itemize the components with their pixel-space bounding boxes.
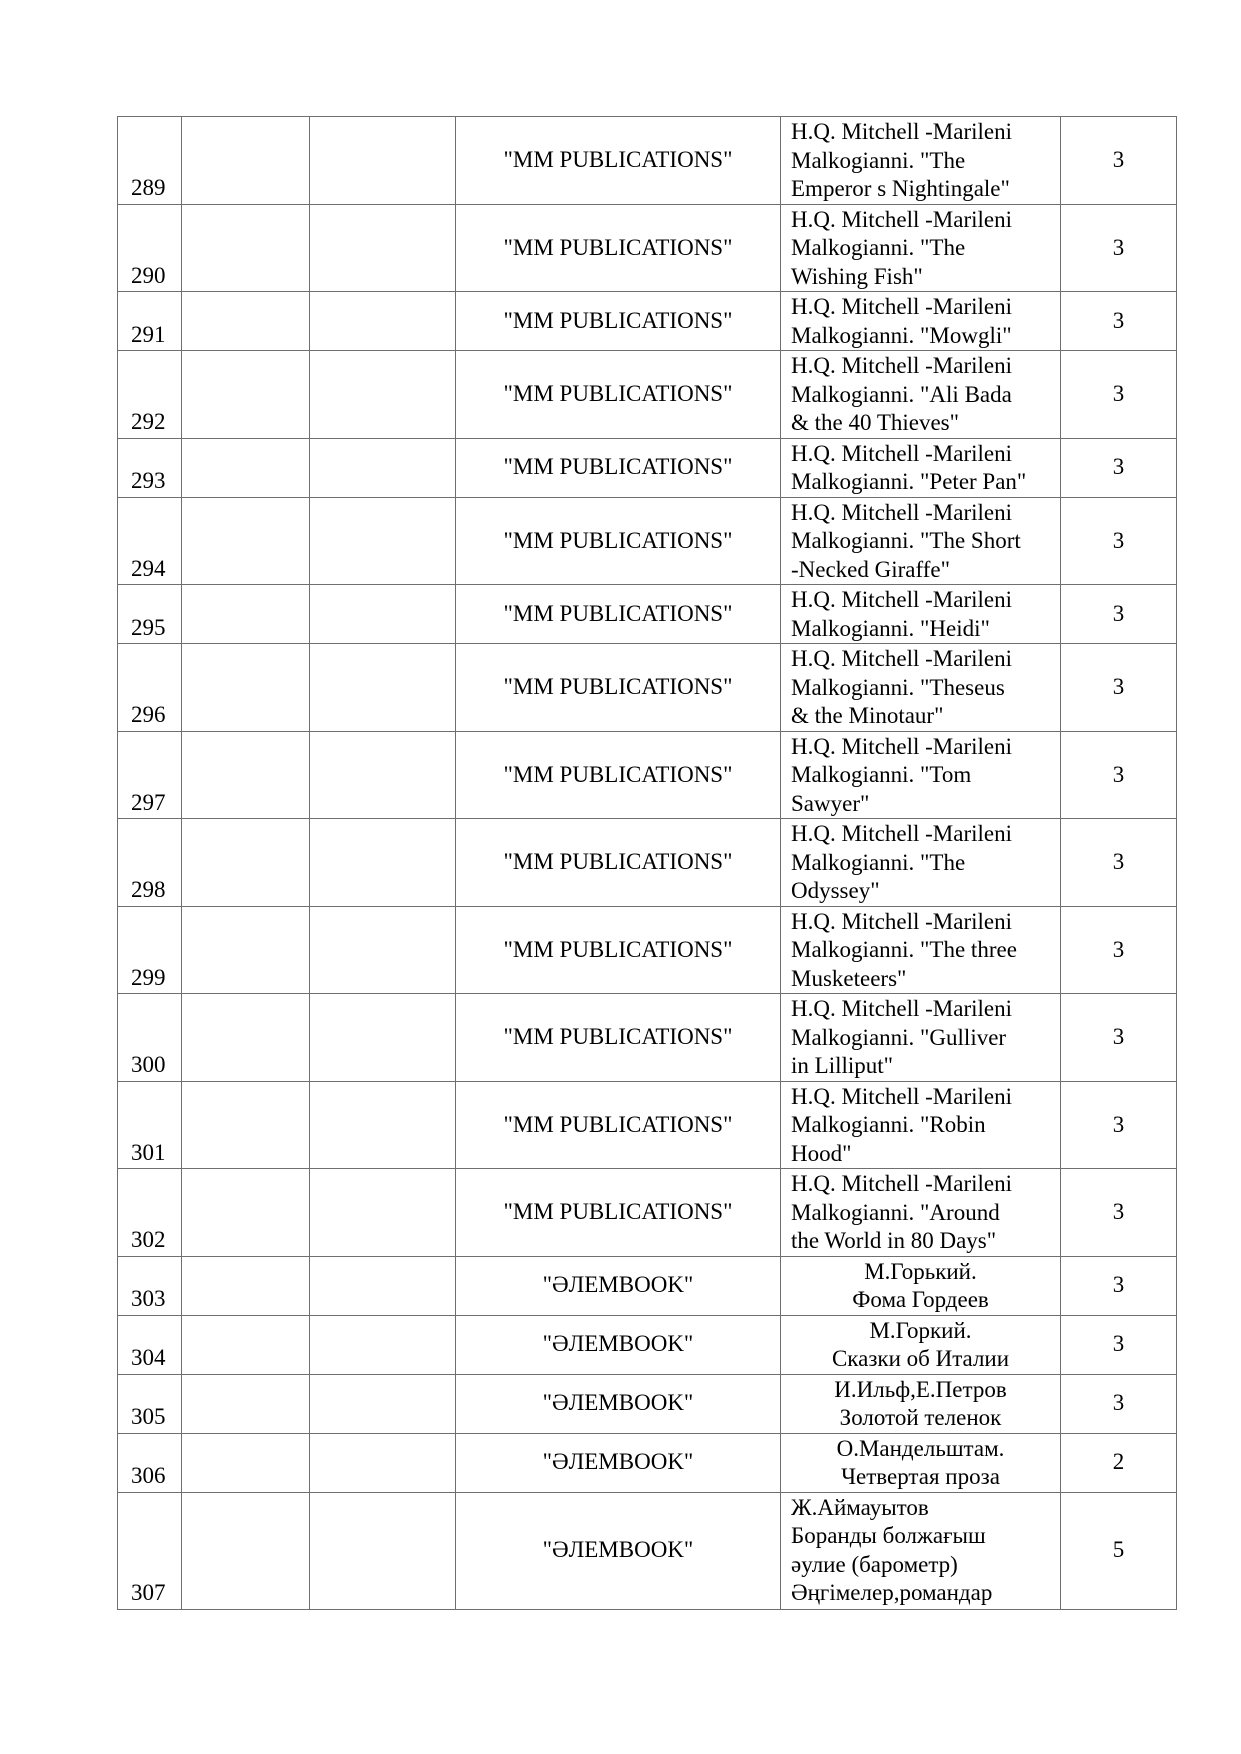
empty-cell: [182, 438, 310, 497]
title-cell: [781, 731, 1061, 819]
empty-cell: [310, 204, 456, 292]
title-line: Malkogianni. "Theseus: [791, 674, 1005, 700]
empty-cell: [310, 292, 456, 351]
row-number: 289: [118, 117, 182, 205]
table-row: [118, 1081, 1177, 1169]
row-number: 291: [118, 292, 182, 351]
empty-cell: [182, 906, 310, 994]
empty-cell: [310, 351, 456, 439]
title-line: H.Q. Mitchell -Marileni: [791, 996, 1013, 1021]
empty-cell: [182, 819, 310, 907]
title-line: Malkogianni. "Robin: [791, 1112, 986, 1137]
row-number: 305: [118, 1374, 182, 1433]
title-line: Malkogianni. "Ali Bada: [791, 381, 1012, 407]
quantity-cell: 2: [1061, 1433, 1177, 1492]
title-cell: [781, 438, 1061, 497]
publisher-cell: "ӘЛЕМBOOK": [456, 1256, 781, 1315]
empty-cell: [310, 1433, 456, 1492]
row-number: 296: [118, 644, 182, 732]
title-line: Sawyer": [791, 790, 870, 816]
title-cell: [781, 351, 1061, 439]
quantity-cell: 3: [1061, 819, 1177, 907]
quantity-cell: 3: [1061, 644, 1177, 732]
title-cell: [781, 1256, 1061, 1315]
title-line: Malkogianni. "Mowgli": [791, 322, 1012, 348]
title-line: Malkogianni. "Tom: [791, 762, 972, 787]
table-row: [118, 497, 1177, 585]
empty-cell: [182, 585, 310, 644]
title-line: H.Q. Mitchell -Marileni: [791, 587, 1013, 612]
table-row: [118, 1374, 1177, 1433]
row-number: 298: [118, 819, 182, 907]
empty-cell: [310, 585, 456, 644]
publisher-cell: "ӘЛЕМBOOK": [456, 1433, 781, 1492]
empty-cell: [182, 1315, 310, 1374]
empty-cell: [182, 994, 310, 1082]
title-cell: [781, 906, 1061, 994]
title-line: Четвертая проза: [841, 1464, 1000, 1489]
title-cell: [781, 585, 1061, 644]
title-cell: [781, 292, 1061, 351]
title-line: Malkogianni. "The three: [791, 937, 1017, 962]
empty-cell: [182, 644, 310, 732]
title-line: Musketeers": [791, 965, 907, 991]
empty-cell: [310, 1492, 456, 1609]
title-line: Hood": [791, 1140, 852, 1166]
title-cell: [781, 117, 1061, 205]
title-cell: [781, 819, 1061, 907]
row-number: 301: [118, 1081, 182, 1169]
publisher-cell: "MM PUBLICATIONS": [456, 585, 781, 644]
empty-cell: [310, 1315, 456, 1374]
empty-cell: [182, 1169, 310, 1257]
empty-cell: [182, 351, 310, 439]
publisher-cell: "MM PUBLICATIONS": [456, 731, 781, 819]
empty-cell: [182, 292, 310, 351]
title-cell: [781, 644, 1061, 732]
title-line: И.Ильф,Е.Петров: [834, 1376, 1007, 1402]
publisher-cell: "MM PUBLICATIONS": [456, 117, 781, 205]
row-number: 292: [118, 351, 182, 439]
title-cell: [781, 1081, 1061, 1169]
title-line: Әңгімелер,романдар: [791, 1580, 993, 1605]
table-row: [118, 204, 1177, 292]
empty-cell: [310, 1081, 456, 1169]
quantity-cell: 3: [1061, 497, 1177, 585]
quantity-cell: 3: [1061, 731, 1177, 819]
title-line: the World in 80 Days": [791, 1228, 997, 1253]
title-line: H.Q. Mitchell -Marileni: [791, 440, 1013, 466]
empty-cell: [310, 497, 456, 585]
empty-cell: [182, 204, 310, 292]
publisher-cell: "MM PUBLICATIONS": [456, 994, 781, 1082]
title-line: Боранды болжағыш: [791, 1523, 986, 1548]
title-line: әулие (барометр): [791, 1551, 958, 1577]
quantity-cell: 3: [1061, 438, 1177, 497]
quantity-cell: 5: [1061, 1492, 1177, 1609]
row-number: 290: [118, 204, 182, 292]
table-row: [118, 1433, 1177, 1492]
publisher-cell: "ӘЛЕМBOOK": [456, 1374, 781, 1433]
table-row: [118, 351, 1177, 439]
table-row: [118, 1315, 1177, 1374]
quantity-cell: 3: [1061, 906, 1177, 994]
table-row: [118, 644, 1177, 732]
publisher-cell: "MM PUBLICATIONS": [456, 906, 781, 994]
table-row: [118, 994, 1177, 1082]
publisher-cell: "MM PUBLICATIONS": [456, 1169, 781, 1257]
title-line: Сказки об Италии: [831, 1346, 1010, 1371]
title-cell: [781, 1492, 1061, 1609]
title-cell: [781, 497, 1061, 585]
publisher-cell: "MM PUBLICATIONS": [456, 1081, 781, 1169]
title-line: Malkogianni. "The: [791, 849, 966, 875]
title-line: H.Q. Mitchell -Marileni: [791, 733, 1013, 759]
empty-cell: [310, 731, 456, 819]
title-line: Золотой теленок: [839, 1405, 1002, 1430]
row-number: 300: [118, 994, 182, 1082]
title-line: H.Q. Mitchell -Marileni: [791, 294, 1013, 319]
title-line: H.Q. Mitchell -Marileni: [791, 119, 1013, 144]
empty-cell: [310, 1169, 456, 1257]
title-line: М.Горкий.: [869, 1317, 972, 1343]
table-body: [118, 117, 1177, 1610]
quantity-cell: 3: [1061, 1169, 1177, 1257]
publisher-cell: "ӘЛЕМBOOK": [456, 1492, 781, 1609]
title-line: Wishing Fish": [791, 263, 923, 289]
row-number: 303: [118, 1256, 182, 1315]
quantity-cell: 3: [1061, 1315, 1177, 1374]
title-line: & the 40 Thieves": [791, 410, 960, 435]
row-number: 294: [118, 497, 182, 585]
title-line: H.Q. Mitchell -Marileni: [791, 908, 1013, 934]
publisher-cell: "ӘЛЕМBOOK": [456, 1315, 781, 1374]
title-line: H.Q. Mitchell -Marileni: [791, 1171, 1013, 1196]
quantity-cell: 3: [1061, 1081, 1177, 1169]
title-line: М.Горький.: [864, 1258, 977, 1284]
row-number: 297: [118, 731, 182, 819]
title-line: in Lilliput": [791, 1053, 894, 1078]
title-cell: [781, 1374, 1061, 1433]
title-line: Malkogianni. "The Short: [791, 528, 1021, 553]
publisher-cell: "MM PUBLICATIONS": [456, 644, 781, 732]
row-number: 307: [118, 1492, 182, 1609]
empty-cell: [182, 1492, 310, 1609]
title-line: Malkogianni. "Gulliver: [791, 1024, 1007, 1050]
title-line: Фома Гордеев: [852, 1287, 989, 1312]
row-number: 306: [118, 1433, 182, 1492]
table-row: [118, 292, 1177, 351]
row-number: 295: [118, 585, 182, 644]
publisher-cell: "MM PUBLICATIONS": [456, 497, 781, 585]
title-line: H.Q. Mitchell -Marileni: [791, 1083, 1013, 1109]
empty-cell: [182, 1433, 310, 1492]
title-line: Emperor s Nightingale": [791, 176, 1010, 201]
quantity-cell: 3: [1061, 292, 1177, 351]
title-line: -Necked Giraffe": [791, 556, 951, 582]
empty-cell: [310, 438, 456, 497]
empty-cell: [310, 819, 456, 907]
publisher-cell: "MM PUBLICATIONS": [456, 819, 781, 907]
quantity-cell: 3: [1061, 351, 1177, 439]
row-number: 293: [118, 438, 182, 497]
empty-cell: [310, 1256, 456, 1315]
title-line: H.Q. Mitchell -Marileni: [791, 206, 1013, 232]
table-row: [118, 906, 1177, 994]
title-line: Malkogianni. "Around: [791, 1199, 1000, 1225]
title-line: H.Q. Mitchell -Marileni: [791, 646, 1013, 671]
quantity-cell: 3: [1061, 1374, 1177, 1433]
table-row: [118, 1492, 1177, 1609]
empty-cell: [310, 1374, 456, 1433]
table-row: [118, 438, 1177, 497]
row-number: 299: [118, 906, 182, 994]
row-number: 302: [118, 1169, 182, 1257]
quantity-cell: 3: [1061, 204, 1177, 292]
title-line: H.Q. Mitchell -Marileni: [791, 821, 1013, 846]
empty-cell: [182, 1081, 310, 1169]
title-line: Malkogianni. "Peter Pan": [791, 469, 1027, 494]
table-row: [118, 1169, 1177, 1257]
quantity-cell: 3: [1061, 994, 1177, 1082]
publisher-cell: "MM PUBLICATIONS": [456, 204, 781, 292]
empty-cell: [182, 731, 310, 819]
publisher-cell: "MM PUBLICATIONS": [456, 292, 781, 351]
title-line: & the Minotaur": [791, 703, 944, 728]
quantity-cell: 3: [1061, 1256, 1177, 1315]
table-row: [118, 819, 1177, 907]
title-cell: [781, 1433, 1061, 1492]
title-line: Odyssey": [791, 878, 880, 903]
title-cell: [781, 1315, 1061, 1374]
title-line: H.Q. Mitchell -Marileni: [791, 499, 1013, 525]
table-row: [118, 1256, 1177, 1315]
book-list-table: [117, 116, 1177, 1610]
title-cell: [781, 994, 1061, 1082]
empty-cell: [182, 117, 310, 205]
empty-cell: [182, 1374, 310, 1433]
empty-cell: [310, 644, 456, 732]
empty-cell: [310, 906, 456, 994]
publisher-cell: "MM PUBLICATIONS": [456, 351, 781, 439]
empty-cell: [310, 117, 456, 205]
title-line: Malkogianni. "Heidi": [791, 615, 990, 641]
table-row: [118, 731, 1177, 819]
title-line: Malkogianni. "The: [791, 235, 966, 260]
title-cell: [781, 204, 1061, 292]
table-row: [118, 585, 1177, 644]
row-number: 304: [118, 1315, 182, 1374]
title-line: H.Q. Mitchell -Marileni: [791, 353, 1013, 378]
table-row: [118, 117, 1177, 205]
publisher-cell: "MM PUBLICATIONS": [456, 438, 781, 497]
quantity-cell: 3: [1061, 585, 1177, 644]
empty-cell: [182, 1256, 310, 1315]
title-line: Ж.Аймауытов: [791, 1494, 929, 1520]
quantity-cell: 3: [1061, 117, 1177, 205]
empty-cell: [310, 994, 456, 1082]
title-line: Malkogianni. "The: [791, 147, 966, 173]
title-cell: [781, 1169, 1061, 1257]
empty-cell: [182, 497, 310, 585]
title-line: О.Мандельштам.: [836, 1435, 1005, 1461]
